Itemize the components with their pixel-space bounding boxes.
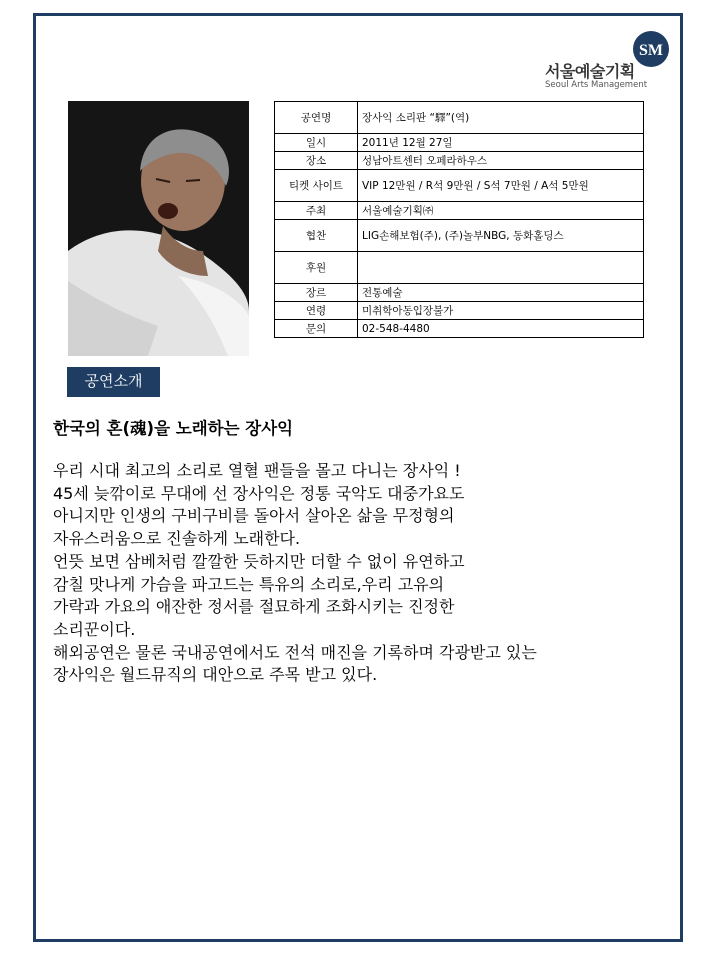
info-value: 서울예술기획㈜ bbox=[358, 202, 644, 220]
info-row bbox=[275, 134, 644, 152]
info-table bbox=[274, 101, 644, 338]
headline: 한국의 혼(魂)을 노래하는 장사익 bbox=[53, 419, 294, 438]
info-value: 02-548-4480 bbox=[358, 320, 644, 338]
body-line: 감칠 맛나게 가슴을 파고드는 특유의 소리로,우리 고유의 bbox=[53, 574, 445, 594]
info-value: LIG손해보험(주), (주)놀부NBG, 동화홀딩스 bbox=[358, 220, 644, 252]
brand-name-en: Seoul Arts Management bbox=[545, 80, 648, 90]
info-value: 전통예술 bbox=[358, 284, 644, 302]
body-line: 가락과 가요의 애잔한 정서를 절묘하게 조화시키는 진정한 bbox=[53, 597, 455, 617]
info-value: 미취학아동입장불가 bbox=[358, 302, 644, 320]
sm-logo-icon bbox=[632, 30, 670, 68]
body-line: 소리꾼이다. bbox=[53, 619, 136, 639]
info-label: 장르 bbox=[275, 284, 358, 302]
info-row bbox=[275, 170, 644, 202]
body-line: 해외공연은 물론 국내공연에서도 전석 매진을 기록하며 각광받고 있는 bbox=[53, 642, 537, 662]
info-row bbox=[275, 152, 644, 170]
info-value bbox=[358, 252, 644, 284]
body-line: 자유스러움으로 진솔하게 노래한다. bbox=[53, 529, 301, 549]
info-value: 장사익 소리판 “驛”(역) bbox=[358, 102, 644, 134]
brand-name-ko: 서울예술기획 bbox=[545, 62, 635, 81]
info-row bbox=[275, 302, 644, 320]
info-row bbox=[275, 284, 644, 302]
intro-body-text bbox=[53, 460, 653, 687]
info-value: 2011년 12월 27일 bbox=[358, 134, 644, 152]
info-value: 성남아트센터 오페라하우스 bbox=[358, 152, 644, 170]
svg-text:SM: SM bbox=[639, 42, 663, 59]
body-line: 언뜻 보면 삼베처럼 깔깔한 듯하지만 더할 수 없이 유연하고 bbox=[53, 551, 465, 571]
info-value: VIP 12만원 / R석 9만원 / S석 7만원 / A석 5만원 bbox=[358, 170, 644, 202]
info-label: 주최 bbox=[275, 202, 358, 220]
info-row bbox=[275, 220, 644, 252]
body-line: 아니지만 인생의 구비구비를 돌아서 살아온 삶을 무정형의 bbox=[53, 506, 455, 526]
info-row bbox=[275, 252, 644, 284]
info-label: 일시 bbox=[275, 134, 358, 152]
info-row bbox=[275, 320, 644, 338]
section-badge: 공연소개 bbox=[67, 367, 160, 397]
body-line: 45세 늦깎이로 무대에 선 장사익은 정통 국악도 대중가요도 bbox=[53, 483, 465, 503]
info-label: 티켓 사이트 bbox=[275, 170, 358, 202]
info-label: 문의 bbox=[275, 320, 358, 338]
performer-photo-icon bbox=[68, 101, 249, 356]
info-row bbox=[275, 202, 644, 220]
info-label: 연령 bbox=[275, 302, 358, 320]
info-label: 후원 bbox=[275, 252, 358, 284]
info-label: 공연명 bbox=[275, 102, 358, 134]
info-label: 협찬 bbox=[275, 220, 358, 252]
body-line: 장사익은 월드뮤직의 대안으로 주목 받고 있다. bbox=[53, 665, 378, 685]
brand-logo bbox=[540, 30, 672, 92]
info-row bbox=[275, 102, 644, 134]
body-line: 우리 시대 최고의 소리로 열혈 팬들을 몰고 다니는 장사익 ! bbox=[53, 461, 461, 480]
info-label: 장소 bbox=[275, 152, 358, 170]
performer-photo bbox=[68, 101, 249, 356]
